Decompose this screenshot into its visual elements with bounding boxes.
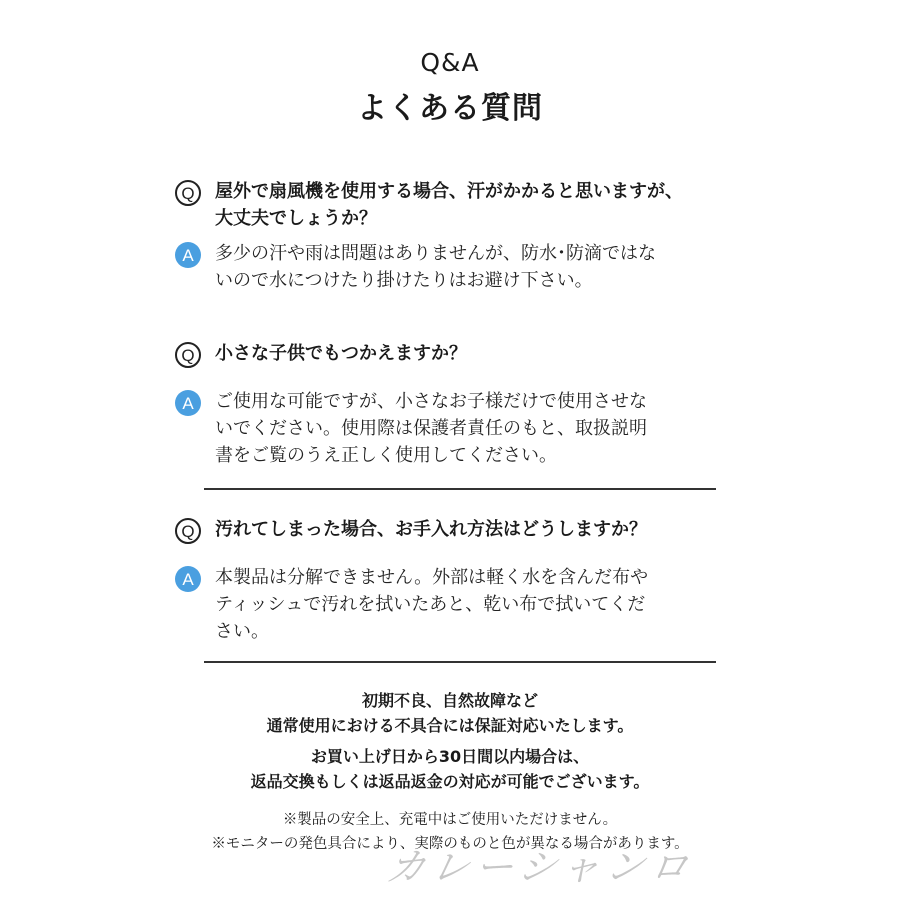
question-row [175, 516, 735, 544]
footnote-line: ※モニターの発色具合により、実際のものと色が異なる場合があります。 [211, 836, 689, 852]
question-line: 小さな子供でもつかえますか？ [215, 343, 467, 364]
answer-row [175, 388, 735, 469]
return-notice [0, 744, 900, 794]
answer-row [175, 564, 735, 645]
answer-line: 多少の汗や雨は問題はありませんが、防水･防滴ではな [215, 243, 656, 264]
answer-text [215, 388, 647, 469]
answer-text [215, 240, 656, 294]
answer-line: さい。 [215, 621, 269, 642]
notice-line: 返品交換もしくは返品返金の対応が可能でございます。 [250, 772, 650, 791]
question-line: 大丈夫でしょうか？ [215, 208, 377, 229]
watermark: カレーシャンロ [382, 845, 699, 889]
faq-item-3 [175, 516, 735, 645]
notice-line: 通常使用における不具合には保証対応いたします。 [266, 716, 634, 735]
answer-icon: A [175, 242, 201, 268]
qa-label: Q&A [420, 48, 480, 77]
answer-line: 本製品は分解できません。外部は軽く水を含んだ布や [215, 567, 649, 588]
page-title: よくある質問 [357, 91, 543, 126]
question-line: 汚れてしまった場合、お手入れ方法はどうしますか？ [215, 519, 647, 540]
answer-line: いでください。使用際は保護者責任のもと、取扱説明 [215, 418, 647, 439]
answer-row [175, 240, 735, 294]
answer-icon: A [175, 390, 201, 416]
question-icon: Q [175, 180, 201, 206]
page-header [0, 48, 900, 127]
answer-line: いので水につけたり掛けたりはお避け下さい。 [215, 270, 593, 291]
question-text [215, 178, 683, 232]
answer-icon: A [175, 566, 201, 592]
divider [204, 661, 716, 663]
footnote-line: ※製品の安全上、充電中はご使用いただけません。 [282, 812, 618, 828]
divider [204, 488, 716, 490]
answer-line: ティッシュで汚れを拭いたあと、乾い布で拭いてくだ [215, 594, 646, 615]
question-icon: Q [175, 518, 201, 544]
answer-line: 書をご覧のうえ正しく使用してください。 [215, 445, 557, 466]
notice-line: 初期不良、自然故障など [361, 691, 538, 710]
faq-item-1 [175, 178, 735, 294]
question-icon: Q [175, 342, 201, 368]
warranty-notice [0, 688, 900, 738]
question-text [215, 516, 647, 543]
notice-line: お買い上げ日から30日間以内場合は、 [310, 747, 590, 766]
question-row [175, 340, 735, 368]
question-line: 屋外で扇風機を使用する場合、汗がかかると思いますが、 [215, 181, 683, 202]
faq-item-2 [175, 340, 735, 469]
answer-text [215, 564, 648, 645]
question-text [215, 340, 467, 367]
question-row [175, 178, 735, 232]
answer-line: ご使用な可能ですが、小さなお子様だけで使用させな [215, 391, 647, 412]
